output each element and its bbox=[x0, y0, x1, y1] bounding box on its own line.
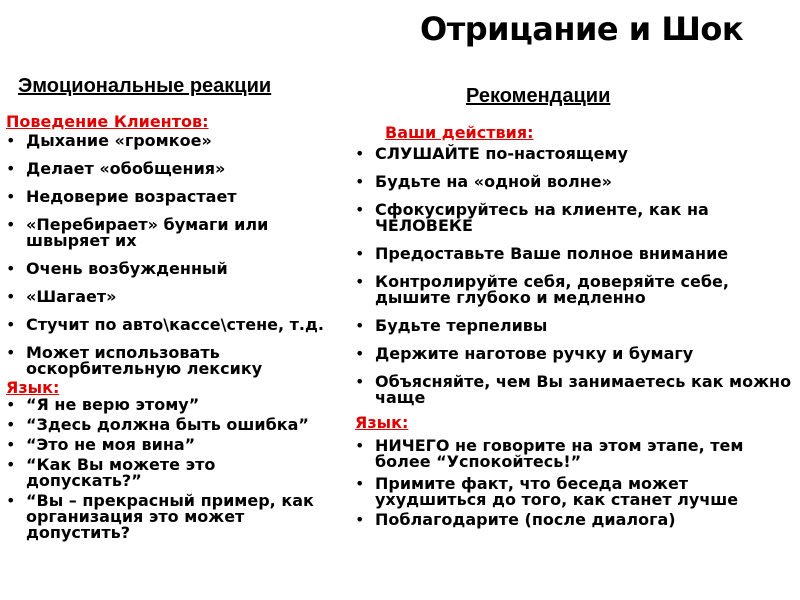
recommended-language-label: Язык: bbox=[355, 413, 409, 432]
list-item: • «Шагает» bbox=[6, 289, 336, 305]
list-item: • “Это не моя вина” bbox=[6, 437, 336, 453]
list-item: • «Перебирает» бумаги или швыряет их bbox=[6, 217, 336, 249]
list-item: • Очень возбужденный bbox=[6, 261, 336, 277]
list-item: • Стучит по авто\кассе\стене, т.д. bbox=[6, 317, 336, 333]
list-item: • НИЧЕГО не говорите на этом этапе, тем более “Успокойтесь!” bbox=[355, 438, 795, 470]
client-behavior-list bbox=[6, 133, 336, 377]
list-item: • Держите наготове ручку и бумагу bbox=[355, 346, 795, 362]
client-language-label: Язык: bbox=[6, 378, 60, 397]
list-item: • Делает «обобщения» bbox=[6, 161, 336, 177]
list-item: • “Как Вы можете это допускать?” bbox=[6, 457, 336, 489]
list-item: • “Я не верю этому” bbox=[6, 397, 336, 413]
list-item: • Может использовать оскорбительную лексику bbox=[6, 345, 336, 377]
client-language-list bbox=[6, 397, 336, 541]
page-title: Отрицание и Шок bbox=[420, 10, 744, 48]
list-item: • Сфокусируйтесь на клиенте, как на ЧЕЛОВЕКЕ bbox=[355, 202, 795, 234]
list-item: • Будьте на «одной волне» bbox=[355, 174, 795, 190]
list-item: • Дыхание «громкое» bbox=[6, 133, 336, 149]
emotional-reactions-heading: Эмоциональные реакции bbox=[18, 75, 272, 97]
list-item: • Контролируйте себя, доверяйте себе, дышите глубоко и медленно bbox=[355, 274, 795, 306]
right-column bbox=[355, 124, 795, 532]
your-actions-label: Ваши действия: bbox=[385, 123, 534, 142]
list-item: • СЛУШАЙТЕ по-настоящему bbox=[355, 146, 795, 162]
list-item: • Недоверие возрастает bbox=[6, 189, 336, 205]
left-column bbox=[6, 113, 336, 545]
list-item: • Будьте терпеливы bbox=[355, 318, 795, 334]
list-item: • “Здесь должна быть ошибка” bbox=[6, 417, 336, 433]
list-item: • Объясняйте, чем Вы занимаетесь как можно чаще bbox=[355, 374, 795, 406]
your-actions-list bbox=[355, 146, 795, 406]
list-item: • Примите факт, что беседа может ухудшиться до того, как станет лучше bbox=[355, 476, 795, 508]
client-behavior-label: Поведение Клиентов: bbox=[6, 112, 209, 131]
list-item: • Предоставьте Ваше полное внимание bbox=[355, 246, 795, 262]
list-item: • Поблагодарите (после диалога) bbox=[355, 512, 795, 528]
list-item: • “Вы – прекрасный пример, как организация это может допустить? bbox=[6, 493, 336, 541]
recommended-language-list bbox=[355, 438, 795, 528]
recommendations-heading: Рекомендации bbox=[466, 85, 611, 107]
